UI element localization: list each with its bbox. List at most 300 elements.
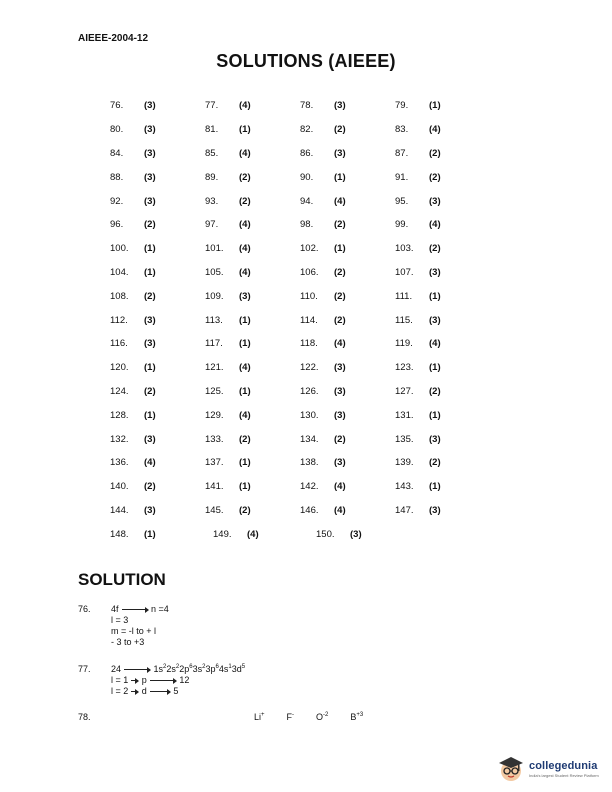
question-number: 138. xyxy=(300,457,319,469)
answer-option: (3) xyxy=(350,528,362,540)
answer-cell xyxy=(395,386,490,397)
answer-cell xyxy=(395,219,490,230)
question-number: 133. xyxy=(205,433,224,445)
question-number: 147. xyxy=(395,504,414,516)
answer-cell xyxy=(395,315,490,326)
question-number: 106. xyxy=(300,266,319,278)
answer-option: (2) xyxy=(429,457,441,469)
answer-option: (2) xyxy=(144,290,156,302)
answer-option: (2) xyxy=(429,385,441,397)
answer-option: (1) xyxy=(429,362,441,374)
question-number: 79. xyxy=(395,100,409,112)
text: 5 xyxy=(173,686,179,696)
question-number: 130. xyxy=(300,409,319,421)
answer-option: (3) xyxy=(144,504,156,516)
question-number: 97. xyxy=(205,219,219,231)
question-number: 129. xyxy=(205,409,224,421)
text: 4f xyxy=(111,604,119,614)
answer-cell xyxy=(300,338,395,349)
question-number: 139. xyxy=(395,457,414,469)
question-number: 126. xyxy=(300,385,319,397)
answer-cell xyxy=(300,172,395,183)
answer-cell xyxy=(110,434,205,445)
ion xyxy=(350,712,363,722)
answer-option: (3) xyxy=(334,100,346,112)
answer-cell xyxy=(300,100,395,111)
ion xyxy=(316,712,328,722)
question-number: 78. xyxy=(300,100,314,112)
answer-row xyxy=(110,356,490,380)
question-number: 80. xyxy=(110,124,124,136)
answer-cell xyxy=(110,457,205,468)
answer-cell xyxy=(395,481,490,492)
answer-option: (3) xyxy=(144,433,156,445)
answer-cell xyxy=(205,434,300,445)
answer-cell xyxy=(205,457,300,468)
answer-cell xyxy=(110,410,205,421)
answer-option: (4) xyxy=(334,481,346,493)
answer-cell xyxy=(300,410,395,421)
ion-symbol: O xyxy=(316,712,324,722)
electron-count: 1 xyxy=(228,664,232,670)
ion-list xyxy=(254,712,385,723)
answer-option: (1) xyxy=(429,100,441,112)
answer-option: (1) xyxy=(429,409,441,421)
question-number: 134. xyxy=(300,433,319,445)
answer-cell xyxy=(300,267,395,278)
answer-row xyxy=(110,475,490,499)
answer-row xyxy=(110,261,490,285)
text: m = -l to + l xyxy=(111,626,157,636)
question-number: 111. xyxy=(395,290,413,302)
answer-option: (1) xyxy=(334,171,346,183)
answer-option: (1) xyxy=(429,481,441,493)
answer-cell xyxy=(205,291,300,302)
question-number: 107. xyxy=(395,266,414,278)
answer-option: (3) xyxy=(429,433,441,445)
answer-option: (3) xyxy=(334,147,346,159)
question-number: 121. xyxy=(205,362,224,374)
answer-cell xyxy=(395,291,490,302)
answer-cell xyxy=(110,100,205,111)
solution-body xyxy=(111,604,169,648)
answer-grid xyxy=(110,94,490,546)
answer-option: (4) xyxy=(247,528,259,540)
answer-option: (3) xyxy=(429,266,441,278)
question-number: 93. xyxy=(205,195,219,207)
answer-option: (2) xyxy=(144,385,156,397)
answer-row xyxy=(110,499,490,523)
question-number: 127. xyxy=(395,385,414,397)
answer-cell xyxy=(395,148,490,159)
answer-cell xyxy=(110,505,205,516)
text: n =4 xyxy=(151,604,169,614)
solution-number: 78. xyxy=(78,712,91,722)
question-number: 98. xyxy=(300,219,314,231)
answer-cell xyxy=(110,124,205,135)
question-number: 86. xyxy=(300,147,314,159)
answer-cell xyxy=(205,315,300,326)
answer-cell xyxy=(395,505,490,516)
ion-charge: + xyxy=(261,712,265,718)
question-number: 76. xyxy=(110,100,124,112)
answer-cell xyxy=(110,148,205,159)
answer-option: (1) xyxy=(239,314,251,326)
answer-option: (3) xyxy=(334,409,346,421)
answer-cell xyxy=(205,267,300,278)
answer-option: (2) xyxy=(144,219,156,231)
arrow-icon xyxy=(150,691,170,692)
question-number: 137. xyxy=(205,457,224,469)
electron-configuration xyxy=(154,664,246,674)
answer-option: (4) xyxy=(239,362,251,374)
text: p xyxy=(141,675,147,685)
arrow-icon xyxy=(131,691,138,692)
solution-number: 77. xyxy=(78,664,91,674)
answer-cell xyxy=(395,362,490,373)
answer-option: (2) xyxy=(334,266,346,278)
question-number: 112. xyxy=(110,314,128,326)
ion-symbol: B xyxy=(350,712,357,722)
answer-option: (2) xyxy=(334,290,346,302)
question-number: 132. xyxy=(110,433,129,445)
answer-cell xyxy=(300,457,395,468)
answer-option: (3) xyxy=(144,100,156,112)
answer-cell xyxy=(300,315,395,326)
answer-row xyxy=(110,237,490,261)
solution-heading: SOLUTION xyxy=(78,570,166,589)
answer-option: (4) xyxy=(334,338,346,350)
answer-option: (1) xyxy=(144,362,156,374)
answer-cell xyxy=(205,338,300,349)
answer-cell xyxy=(110,219,205,230)
question-number: 115. xyxy=(395,314,413,326)
answer-cell xyxy=(300,148,395,159)
question-number: 95. xyxy=(395,195,409,207)
question-number: 114. xyxy=(300,314,318,326)
question-number: 141. xyxy=(205,481,224,493)
answer-option: (2) xyxy=(239,433,251,445)
question-number: 85. xyxy=(205,147,219,159)
orbital: 2s xyxy=(166,664,176,674)
answer-option: (1) xyxy=(239,124,251,136)
answer-option: (2) xyxy=(334,219,346,231)
answer-option: (1) xyxy=(429,290,441,302)
question-number: 109. xyxy=(205,290,224,302)
answer-cell xyxy=(110,529,213,540)
orbital: 3p xyxy=(205,664,216,674)
answer-option: (1) xyxy=(334,243,346,255)
answer-cell xyxy=(110,243,205,254)
logo-tagline: India's largest Student Review Platform xyxy=(529,773,599,778)
answer-option: (3) xyxy=(429,195,441,207)
answer-option: (4) xyxy=(239,147,251,159)
answer-cell xyxy=(300,386,395,397)
answer-cell xyxy=(395,434,490,445)
answer-cell xyxy=(205,386,300,397)
question-number: 94. xyxy=(300,195,314,207)
question-number: 144. xyxy=(110,504,129,516)
question-number: 100. xyxy=(110,243,129,255)
answer-cell xyxy=(110,172,205,183)
answer-cell xyxy=(300,291,395,302)
answer-cell xyxy=(395,124,490,135)
answer-cell xyxy=(110,291,205,302)
ion-charge: - xyxy=(292,712,295,718)
question-number: 104. xyxy=(110,266,129,278)
header-code: AIEEE-2004-12 xyxy=(78,33,149,44)
answer-row xyxy=(110,380,490,404)
arrow-icon xyxy=(124,669,150,670)
answer-option: (3) xyxy=(429,314,441,326)
logo xyxy=(496,754,599,784)
electron-count: 6 xyxy=(215,664,219,670)
question-number: 128. xyxy=(110,409,129,421)
answer-cell xyxy=(395,410,490,421)
answer-option: (1) xyxy=(144,266,156,278)
answer-cell xyxy=(395,267,490,278)
answer-cell xyxy=(205,148,300,159)
ion-charge: +3 xyxy=(356,712,364,718)
text: 12 xyxy=(179,675,190,685)
answer-cell xyxy=(110,481,205,492)
ion xyxy=(254,712,265,722)
electron-count: 5 xyxy=(241,664,246,670)
answer-cell xyxy=(395,338,490,349)
question-number: 84. xyxy=(110,147,124,159)
answer-option: (2) xyxy=(334,314,346,326)
answer-option: (3) xyxy=(429,504,441,516)
answer-cell xyxy=(300,219,395,230)
text: l = 3 xyxy=(111,615,129,625)
answer-cell xyxy=(205,481,300,492)
orbital: 3d xyxy=(231,664,242,674)
answer-option: (4) xyxy=(334,195,346,207)
question-number: 150. xyxy=(316,528,335,540)
answer-option: (2) xyxy=(429,147,441,159)
answer-option: (1) xyxy=(144,409,156,421)
answer-option: (4) xyxy=(429,338,441,350)
orbital: 3s xyxy=(192,664,203,674)
question-number: 81. xyxy=(205,124,219,136)
question-number: 146. xyxy=(300,504,319,516)
question-number: 105. xyxy=(205,266,224,278)
question-number: 145. xyxy=(205,504,224,516)
question-number: 92. xyxy=(110,195,124,207)
answer-option: (4) xyxy=(239,266,251,278)
question-number: 122. xyxy=(300,362,319,374)
ion-symbol: Li xyxy=(254,712,262,722)
question-number: 123. xyxy=(395,362,414,374)
answer-row xyxy=(110,403,490,427)
answer-option: (4) xyxy=(429,219,441,231)
answer-row xyxy=(110,118,490,142)
answer-cell xyxy=(300,505,395,516)
answer-cell xyxy=(300,481,395,492)
question-number: 119. xyxy=(395,338,413,350)
question-number: 120. xyxy=(110,362,129,374)
answer-cell xyxy=(395,457,490,468)
answer-cell xyxy=(300,243,395,254)
answer-row xyxy=(110,94,490,118)
answer-option: (1) xyxy=(144,243,156,255)
answer-cell xyxy=(110,362,205,373)
answer-option: (2) xyxy=(144,481,156,493)
text: 24 xyxy=(111,664,122,674)
question-number: 113. xyxy=(205,314,223,326)
answer-cell xyxy=(205,410,300,421)
answer-row xyxy=(110,189,490,213)
answer-cell xyxy=(205,100,300,111)
answer-cell xyxy=(110,386,205,397)
solution-number: 76. xyxy=(78,604,91,614)
question-number: 148. xyxy=(110,528,129,540)
answer-option: (4) xyxy=(239,409,251,421)
answer-cell xyxy=(300,434,395,445)
answer-cell xyxy=(395,196,490,207)
question-number: 136. xyxy=(110,457,129,469)
answer-option: (2) xyxy=(429,171,441,183)
answer-row xyxy=(110,522,490,546)
question-number: 101. xyxy=(205,243,224,255)
answer-option: (4) xyxy=(239,243,251,255)
answer-option: (2) xyxy=(334,124,346,136)
answer-row xyxy=(110,165,490,189)
text: - 3 to +3 xyxy=(111,637,145,647)
answer-option: (3) xyxy=(334,362,346,374)
arrow-icon xyxy=(122,609,148,610)
answer-cell xyxy=(205,505,300,516)
question-number: 117. xyxy=(205,338,223,350)
answer-cell xyxy=(110,267,205,278)
question-number: 108. xyxy=(110,290,129,302)
answer-cell xyxy=(205,362,300,373)
answer-option: (1) xyxy=(239,457,251,469)
question-number: 124. xyxy=(110,385,129,397)
orbital: 1s xyxy=(153,664,164,674)
text: l = 2 xyxy=(111,686,129,696)
answer-cell xyxy=(205,243,300,254)
answer-option: (2) xyxy=(429,243,441,255)
answer-cell xyxy=(110,196,205,207)
question-number: 149. xyxy=(213,528,232,540)
answer-cell xyxy=(205,196,300,207)
question-number: 87. xyxy=(395,147,409,159)
answer-option: (4) xyxy=(334,504,346,516)
text: l = 1 xyxy=(111,675,129,685)
answer-row xyxy=(110,427,490,451)
question-number: 91. xyxy=(395,171,409,183)
answer-option: (4) xyxy=(239,100,251,112)
question-number: 131. xyxy=(395,409,414,421)
answer-cell xyxy=(316,529,419,540)
answer-option: (3) xyxy=(144,195,156,207)
arrow-icon xyxy=(131,680,138,681)
answer-option: (1) xyxy=(239,481,251,493)
question-number: 88. xyxy=(110,171,124,183)
answer-option: (3) xyxy=(144,314,156,326)
electron-count: 2 xyxy=(175,664,180,670)
answer-option: (2) xyxy=(334,433,346,445)
answer-row xyxy=(110,451,490,475)
question-number: 96. xyxy=(110,219,124,231)
question-number: 102. xyxy=(300,243,319,255)
answer-cell xyxy=(300,196,395,207)
text: d xyxy=(141,686,147,696)
orbital: 2p xyxy=(179,664,190,674)
answer-option: (1) xyxy=(144,528,156,540)
answer-option: (1) xyxy=(239,338,251,350)
page-title: SOLUTIONS (AIEEE) xyxy=(216,51,396,71)
question-number: 82. xyxy=(300,124,314,136)
answer-cell xyxy=(213,529,316,540)
question-number: 110. xyxy=(300,290,318,302)
answer-row xyxy=(110,284,490,308)
arrow-icon xyxy=(150,680,176,681)
answer-option: (1) xyxy=(239,385,251,397)
answer-option: (3) xyxy=(144,147,156,159)
answer-cell xyxy=(205,124,300,135)
answer-option: (4) xyxy=(239,219,251,231)
answer-cell xyxy=(300,362,395,373)
answer-option: (3) xyxy=(144,338,156,350)
electron-count: 6 xyxy=(189,664,193,670)
answer-row xyxy=(110,142,490,166)
answer-option: (4) xyxy=(429,124,441,136)
question-number: 125. xyxy=(205,385,224,397)
answer-row xyxy=(110,308,490,332)
answer-option: (3) xyxy=(239,290,251,302)
question-number: 83. xyxy=(395,124,409,136)
question-number: 77. xyxy=(205,100,219,112)
answer-cell xyxy=(110,338,205,349)
answer-option: (4) xyxy=(144,457,156,469)
question-number: 89. xyxy=(205,171,219,183)
electron-count: 2 xyxy=(202,664,206,670)
question-number: 118. xyxy=(300,338,318,350)
answer-cell xyxy=(110,315,205,326)
question-number: 142. xyxy=(300,481,319,493)
answer-cell xyxy=(395,100,490,111)
orbital: 4s xyxy=(218,664,229,674)
answer-option: (2) xyxy=(239,195,251,207)
answer-option: (3) xyxy=(334,385,346,397)
answer-option: (3) xyxy=(144,124,156,136)
answer-option: (2) xyxy=(239,504,251,516)
question-number: 116. xyxy=(110,338,128,350)
answer-option: (3) xyxy=(144,171,156,183)
question-number: 135. xyxy=(395,433,414,445)
ion-symbol: F xyxy=(286,712,293,722)
ion-charge: -2 xyxy=(323,712,329,718)
answer-cell xyxy=(205,172,300,183)
answer-option: (2) xyxy=(239,171,251,183)
question-number: 140. xyxy=(110,481,129,493)
solution-body xyxy=(111,664,245,697)
question-number: 143. xyxy=(395,481,414,493)
answer-cell xyxy=(205,219,300,230)
answer-cell xyxy=(395,243,490,254)
answer-cell xyxy=(395,172,490,183)
ion xyxy=(287,712,295,722)
answer-row xyxy=(110,213,490,237)
answer-option: (3) xyxy=(334,457,346,469)
electron-count: 2 xyxy=(163,664,167,670)
question-number: 90. xyxy=(300,171,314,183)
question-number: 103. xyxy=(395,243,414,255)
answer-cell xyxy=(300,124,395,135)
answer-row xyxy=(110,332,490,356)
